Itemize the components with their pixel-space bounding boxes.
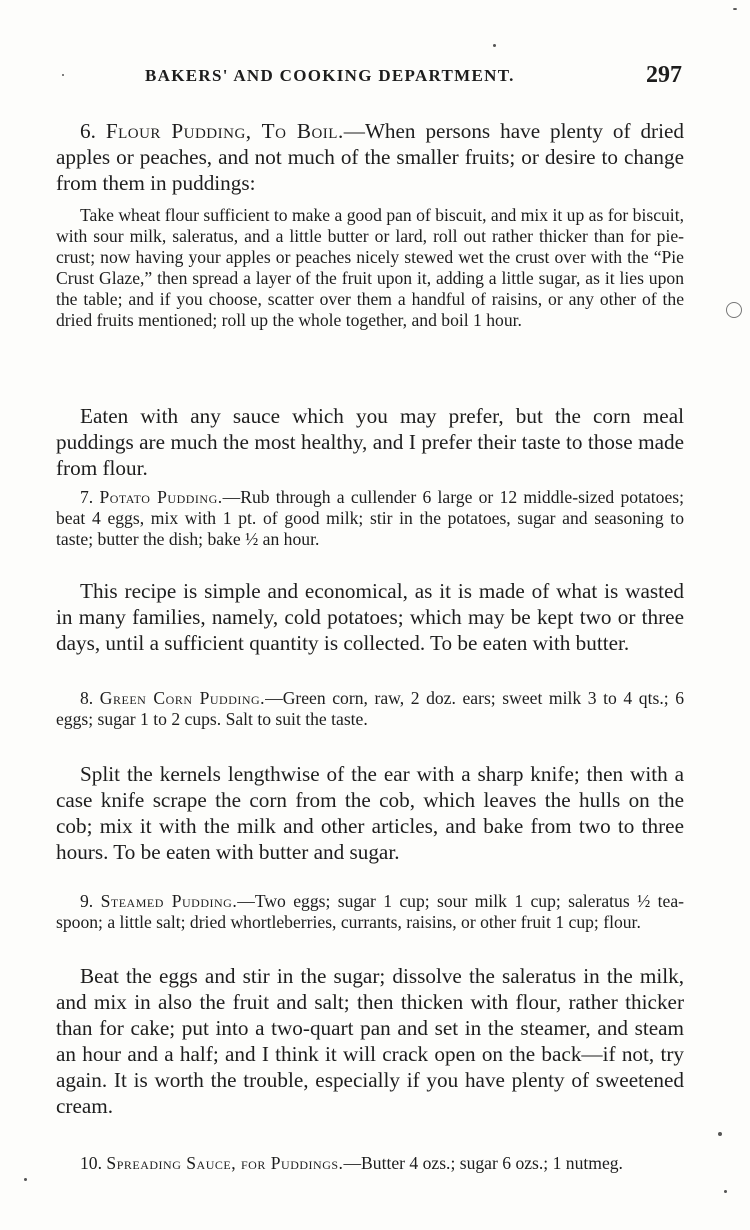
recipe-7-heading xyxy=(56,487,684,550)
page-number: 297 xyxy=(646,62,682,88)
page-header xyxy=(145,62,690,92)
recipe-10-heading xyxy=(56,1153,684,1174)
recipe-title: Green Corn Pudding. xyxy=(99,688,266,708)
recipe-6-note: Eaten with any sauce which you may prefer, but the corn meal puddings are much the most healthy, and I prefer their taste to those made from flour. xyxy=(56,404,684,480)
recipe-number: 8. xyxy=(80,688,94,708)
recipe-title: Steamed Pudding. xyxy=(100,891,238,911)
recipe-number: 7. xyxy=(80,487,94,507)
recipe-directions: —Green corn, raw, 2 doz. ears; sweet milk 3 to 4 qts.; 6 eggs; sugar 1 to 2 cups. Salt to suit the taste. xyxy=(56,688,684,729)
running-head: BAKERS' AND COOKING DEPARTMENT. xyxy=(145,66,515,85)
recipe-6-heading xyxy=(56,118,684,196)
recipe-title: Flour Pudding, To Boil. xyxy=(105,119,344,143)
recipe-title: Potato Pudding. xyxy=(99,487,223,507)
recipe-number: 6. xyxy=(80,119,96,143)
recipe-directions: —Two eggs; sugar 1 cup; sour milk 1 cup; saleratus ½ tea-spoon; a little salt; dried whortleberries, currants, raisins, or other fruit 1 cup; flour. xyxy=(56,891,684,932)
recipe-9-note: Beat the eggs and stir in the sugar; dissolve the saleratus in the milk, and mix in also the fruit and salt; then thicken with flour, rather thicker than for cake; put into a two-quart pan and set in the steamer, and steam an hour and a half; and I think it will crack open on the back—if not, try again. It is worth the trouble, especially if you have plenty of sweetened cream. xyxy=(56,964,684,1118)
recipe-directions: —Rub through a cullender 6 large or 12 middle-sized potatoes; beat 4 eggs, mix with 1 pt. of good milk; stir in the potatoes, sugar and seasoning to taste; butter the dish; bake ½ an hour. xyxy=(56,487,684,549)
recipe-directions: —Butter 4 ozs.; sugar 6 ozs.; 1 nutmeg. xyxy=(343,1153,623,1173)
recipe-8-note: Split the kernels lengthwise of the ear with a sharp knife; then with a case knife scrape the corn from the cob, which leaves the hulls on the cob; mix it with the milk and other articles, and bake from two to three hours. To be eaten with butter and sugar. xyxy=(56,762,684,864)
recipe-title: Spreading Sauce, for Puddings. xyxy=(106,1153,344,1173)
recipe-number: 10. xyxy=(80,1153,102,1173)
recipe-6-directions: Take wheat flour sufficient to make a good pan of biscuit, and mix it up as for biscuit, with sour milk, saleratus, and a little butter or lard, roll out rather thicker than for pie-crust; now having your apples or peaches nicely stewed wet the crust over with the “Pie Crust Glaze,” then spread a layer of the fruit upon it, adding a little sugar, as it lies upon the table; and if you choose, scatter over them a handful of raisins, or any other of the dried fruits mentioned; roll up the whole together, and boil 1 hour. xyxy=(56,205,684,330)
recipe-number: 9. xyxy=(80,891,94,911)
recipe-intro: —When persons have plenty of dried apples or peaches, and not much of the smaller fruits; or desire to change from them in puddings: xyxy=(56,119,684,195)
recipe-9-heading xyxy=(56,891,684,933)
recipe-7-note: This recipe is simple and economical, as it is made of what is wasted in many families, namely, cold potatoes; which may be kept two or three days, until a sufficient quantity is collected. To be eaten with butter. xyxy=(56,579,684,655)
recipe-8-heading xyxy=(56,688,684,730)
